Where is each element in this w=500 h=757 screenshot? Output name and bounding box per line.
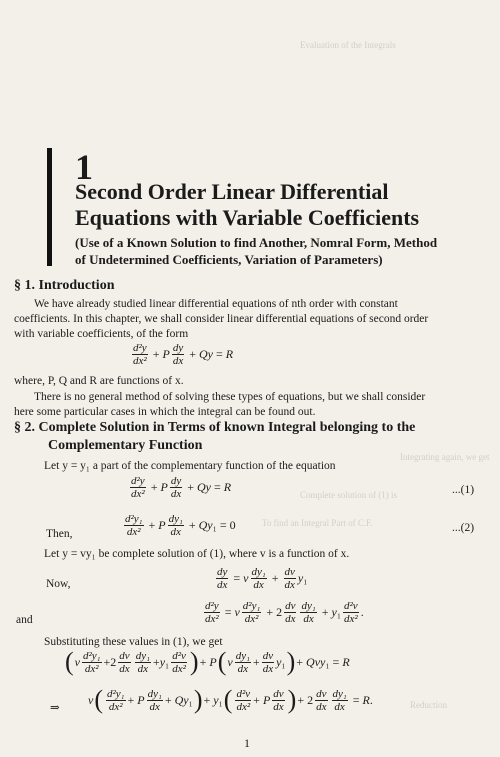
section-2-heading-line-2: Complementary Function: [48, 438, 203, 453]
chapter-subtitle-line-1: (Use of a Known Solution to find Another, Nomral Form, Method: [75, 235, 438, 250]
now-label: Now,: [46, 578, 71, 590]
section-1-para-1-line-1: We have already studied linear differential equations of nth order with constant: [34, 298, 398, 310]
equation-1: $\frac{\text{d²y}}{\text{dx²}}$ + P $\frac{dy}{dx}$ + Qy = R: [131, 475, 232, 500]
section-1-para-1-line-3: with variable coefficients, of the form: [14, 328, 189, 340]
equation-substituted: ( v $\frac{\text{d²y₁}}{\text{dx²}}$ +2 $\frac{dv}{dx}$ $\frac{\text{dy₁}}{dx}$ +y₁ $\frac{\text{d²v}}{\text{dx²}}$ ) + P ( v $\frac{\text{dy₁}}{dx}$ + $\frac{dv}{dx}$ y₁ ) + Qvy₁ = R: [65, 647, 350, 676]
section-1-para-2-line-1: There is no general method of solving these types of equations, but we shall consider: [34, 391, 426, 403]
section-1-heading: § 1. Introduction: [14, 278, 115, 293]
equation-1-number: ...(1): [452, 484, 475, 496]
chapter-title-line-1: Second Order Linear Differential: [75, 179, 389, 204]
chapter-rule: [47, 148, 52, 266]
equation-2: $\frac{\text{d²y₁}}{\text{dx²}}$ + P $\frac{\text{dy₁}}{dx}$ + Qy₁ = 0: [125, 513, 236, 538]
bleed-through-text: Integrating again, we get: [400, 452, 490, 462]
let-2-line: Let y = vy₁ be complete solution of (1), where v is a function of x.: [44, 548, 350, 560]
section-1-para-1-line-2: coefficients. In this chapter, we shall consider linear differential equations of second order: [14, 313, 429, 325]
and-label: and: [16, 614, 33, 626]
substituting-line: Substituting these values in (1), we get: [44, 636, 223, 648]
equation-general-form: $\frac{\text{d²y}}{\text{dx²}}$ + P $\frac{dy}{dx}$ + Qy = R: [133, 342, 234, 367]
equation-d2y-dx2: $\frac{\text{d²y}}{\text{dx²}}$ = v $\frac{\text{d²y₁}}{\text{dx²}}$ + 2 $\frac{dv}{dx}$ $\frac{\text{dy₁}}{dx}$ + y₁ $\frac{\text{d²v}}{\text{dx²}}$ .: [205, 600, 364, 625]
bleed-through-text: Evaluation of the Integrals: [300, 40, 396, 50]
bleed-through-text: Reduction: [410, 700, 447, 710]
bleed-through-text: Complete solution of (1) is: [300, 490, 397, 500]
implies-arrow: ⇒: [50, 702, 60, 714]
where-line: where, P, Q and R are functions of x.: [14, 375, 184, 387]
section-2-heading-line-1: § 2. Complete Solution in Terms of known Integral belonging to the: [14, 420, 416, 435]
equation-dy-dx: $\frac{dy}{dx}$ = v $\frac{\text{dy₁}}{dx}$ + $\frac{dv}{dx}$ y₁: [217, 566, 308, 591]
chapter-subtitle-line-2: of Undetermined Coefficients, Variation of Parameters): [75, 252, 383, 267]
equation-regrouped: v ( $\frac{\text{d²y₁}}{\text{dx²}}$ + P $\frac{\text{dy₁}}{dx}$ + Qy₁ ) + y₁ ( $\frac{\text{d²v}}{\text{dx²}}$ + P $\frac{dv}{dx}$ ) + 2 $\frac{dv}{dx}$ $\frac{\text{dy₁}}{dx}$ = R.: [88, 685, 373, 714]
section-1-para-2-line-2: here some particular cases in which the integral can be found out.: [14, 406, 316, 418]
equation-2-number: ...(2): [452, 522, 475, 534]
bleed-through-text: To find an Integral Part of C.F.: [262, 518, 373, 528]
chapter-title-line-2: Equations with Variable Coefficients: [75, 205, 420, 230]
let-line: Let y = y₁ a part of the complementary function of the equation: [44, 460, 336, 472]
then-label: Then,: [46, 528, 73, 540]
page-number: 1: [244, 736, 250, 750]
chapter-number: 1: [75, 147, 93, 187]
